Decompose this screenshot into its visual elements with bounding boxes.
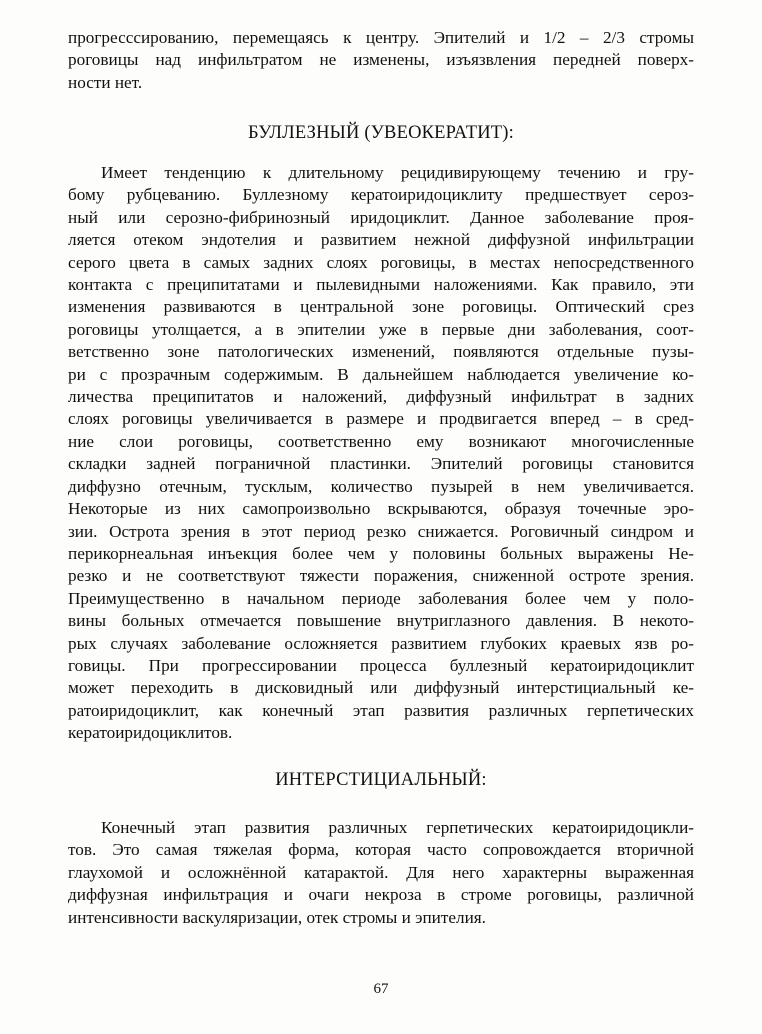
text-line: диффузно отечным, тусклым, количество пузырей в нем увеличивается. xyxy=(68,476,694,496)
paragraph-continuation xyxy=(68,27,694,94)
text-line: серого цвета в самых задних слоях роговицы, в местах непосредственного xyxy=(68,252,694,272)
text-line: личества преципитатов и наложений, диффузный инфильтрат в задних xyxy=(68,387,694,407)
text-line: говицы. При прогрессировании процесса буллезный кератоиридоциклит xyxy=(68,655,694,675)
text-line: Имеет тенденцию к длительному рецидивирующему течению и гру- xyxy=(101,163,694,182)
text-line: Конечный этап развития различных герпетических кератоиридоцикли- xyxy=(101,818,694,837)
paragraph xyxy=(68,817,694,929)
text-line: роговицы над инфильтратом не изменены, изъязвления передней поверх- xyxy=(68,50,694,70)
text-line: ри с прозрачным содержимым. В дальнейшем наблюдается увеличение ко- xyxy=(68,364,694,384)
text-line: глаухомой и осложнённой катарактой. Для него характерны выраженная xyxy=(68,862,694,882)
text-line: ние слои роговицы, соответственно ему возникают многочисленные xyxy=(68,431,694,451)
text-line: ветственно зоне патологических изменений, появляются отдельные пузы- xyxy=(68,342,694,362)
text-line: ляется отеком эндотелия и развитием нежной диффузной инфильтрации xyxy=(68,230,694,250)
section-heading: ИНТЕРСТИЦИАЛЬНЫЙ: xyxy=(275,770,487,790)
section-heading: БУЛЛЕЗНЫЙ (УВЕОКЕРАТИТ): xyxy=(248,123,514,143)
text-line: тов. Это самая тяжелая форма, которая часто сопровождается вторичной xyxy=(68,840,694,860)
text-line: прогресссированию, перемещаясь к центру. Эпителий и 1/2 – 2/3 стромы xyxy=(68,28,694,47)
text-line: диффузная инфильтрация и очаги некроза в строме роговицы, различной xyxy=(68,885,694,905)
text-line: ный или серозно-фибринозный иридоциклит. Данное заболевание проя- xyxy=(68,207,694,227)
text-line: ратоиридоциклит, как конечный этап развития различных герпетических xyxy=(68,700,694,720)
text-line: складки задней пограничной пластинки. Эпителий роговицы становится xyxy=(68,454,694,474)
text-line: слоях роговицы увеличивается в размере и продвигается вперед – в сред- xyxy=(68,409,694,429)
text-line: зии. Острота зрения в этот период резко снижается. Роговичный синдром и xyxy=(68,521,694,541)
text-line: изменения развиваются в центральной зоне роговицы. Оптический срез xyxy=(68,297,694,317)
text-line: рых случаях заболевание осложняется развитием глубоких краевых язв ро- xyxy=(68,633,694,653)
text-line: перикорнеальная инъекция более чем у половины больных выражены Не- xyxy=(68,543,694,563)
text-line: бому рубцеванию. Буллезному кератоиридоциклиту предшествует сероз- xyxy=(68,185,694,205)
paragraph xyxy=(68,27,694,94)
text-line: резко и не соответствуют тяжести поражения, сниженной остроте зрения. xyxy=(68,566,694,586)
text-line: Преимущественно в начальном периоде заболевания более чем у поло- xyxy=(68,588,694,608)
text-line: ности нет. xyxy=(68,72,143,92)
paragraph-bullous xyxy=(68,162,694,745)
text-line: кератоиридоциклитов. xyxy=(68,723,233,743)
text-line: Некоторые из них самопроизвольно вскрываются, образуя точечные эро- xyxy=(68,499,694,519)
text-line: контакта с преципитатами и пылевидными наложениями. Как правило, эти xyxy=(68,275,694,295)
paragraph-interstitial xyxy=(68,817,694,929)
text-line: может переходить в дисковидный или диффузный интерстициальный ке- xyxy=(68,678,694,698)
text-line: вины больных отмечается повышение внутриглазного давления. В некото- xyxy=(68,611,694,631)
text-line: интенсивности васкуляризации, отек стромы и эпителия. xyxy=(68,907,486,927)
text-line: роговицы утолщается, а в эпителии уже в первые дни заболевания, соот- xyxy=(68,319,694,339)
page-number: 67 xyxy=(373,981,389,997)
paragraph xyxy=(68,162,694,745)
